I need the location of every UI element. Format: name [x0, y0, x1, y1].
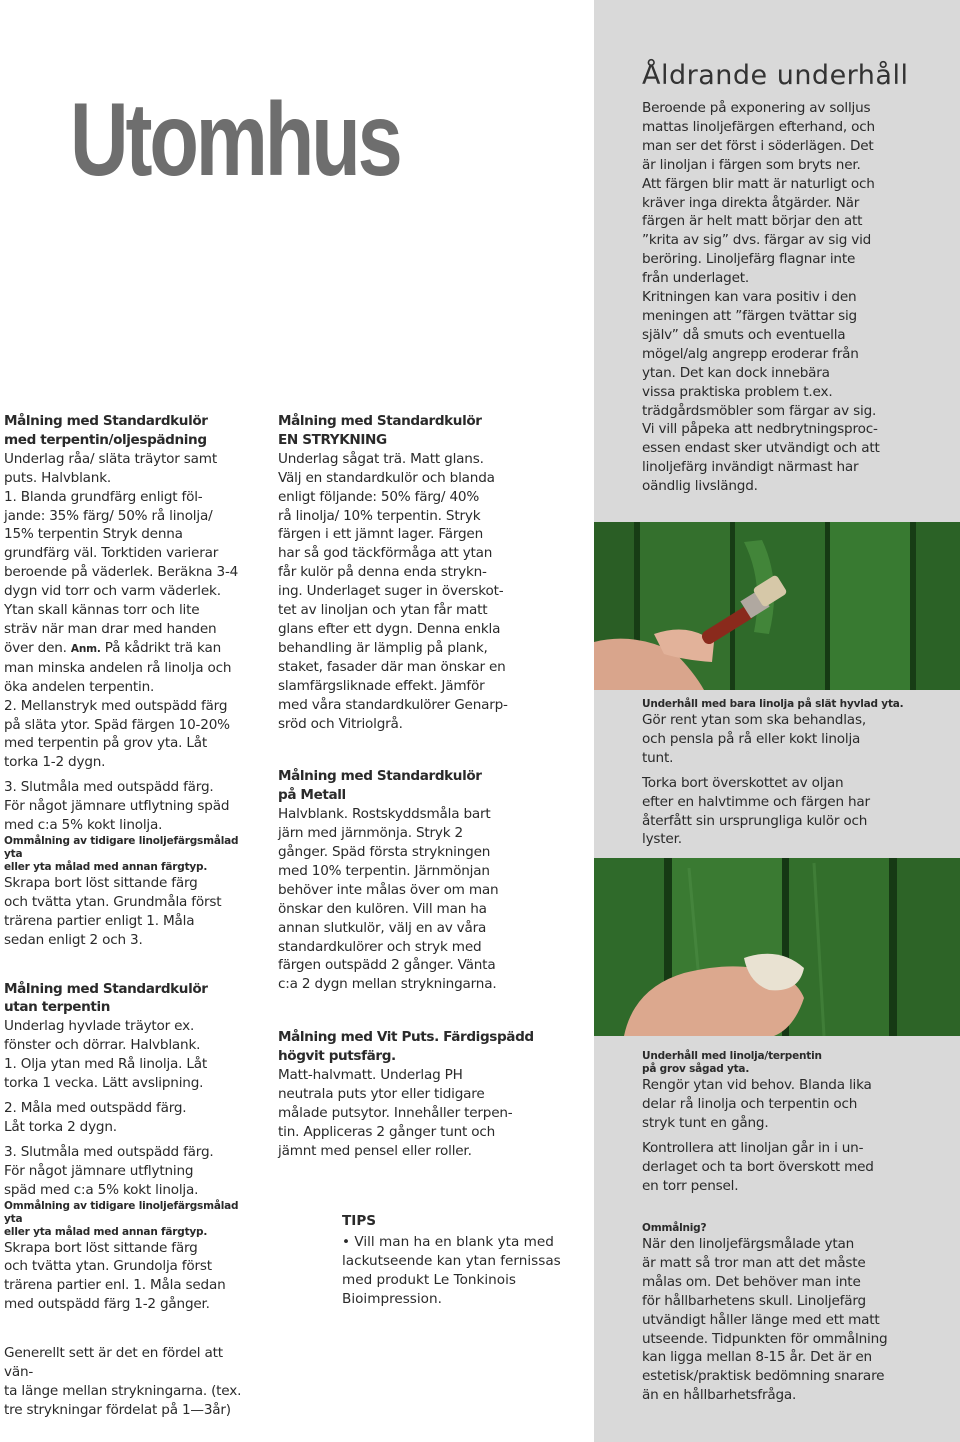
tips-box: TIPS • Vill man ha en blank yta med lackutseende kan ytan fernissas med produkt Le Tonkinois Bioimpression.: [342, 1212, 582, 1309]
tips-heading: TIPS: [342, 1213, 377, 1229]
text-block: Underlag sågat trä. Matt glans. Välj en standardkulör och blanda enligt följande: 50% färg/ 40% rå linolja/ 10% terpentin. Stryk färgen i ett jämnt lager. Färgen har så god täckförmåga att ytan får kulör på denna enda strykn- ing. Underlaget suger in överskot- tet av linoljan och ytan får matt glans efter ett dygn. Denna enkla behandling är lämplig på plank, staket, fasader där man önskar en slamfärgsliknade effekt. Jämför med våra standardkulörer Genarp- sröd och Vitriolgrå.: [278, 450, 508, 732]
caption-3: Ommålnig? När den linoljefärgsmålade ytan är matt så tror man att det måste målas om. Det behöver man inte för hållbarhetens skull. Linoljefärg utvändigt håller länge med ett matt utseende. Tidpunkten för ommålning kan ligga mellan 8-15 år. Det är en estetisk/praktisk bedömning snarare än en hållbarhetsfråga.: [642, 1222, 952, 1405]
caption-1: Underhåll med bara linolja på slät hyvlad yta. Gör rent ytan som ska behandlas, och pensla på rå eller kokt linolja tunt. Torka bort överskottet av oljan efter en halvtimme och färgen har återfått sin ursprungliga kulör och lyster.: [642, 698, 952, 849]
text-block: Underlag råa/ släta träytor samt puts. Halvblank. 1. Blanda grundfärg enligt föl- jande: 35% färg/ 50% rå linolja/ 15% terpentin Stryk denna grundfärg väl. Torktiden varierar beroende på väderlek. Beräkna 3-4 dygn vid torr och varm väderlek. Ytan skall kännas torr och lite sträv när man drar med handen över den. Anm. På kådrikt trä kan man minska andelen rå linolja och öka andelen terpentin. 2. Mellanstryk med outspädd färg på släta ytor. Späd färgen 10-20% med terpentin på grov yta. Låt torka 1-2 dygn. 3. Slutmåla med outspädd färg. För något jämnare utflytning späd med c:a 5% kokt linolja. Ommålning av tidigare linoljefärgsmålad yta eller yta målad med annan färgtyp. Skrapa bort löst sittande färg och tvätta ytan. Grundmåla först trärena partier enligt 1. Måla sedan enligt 2 och 3.: [4, 450, 254, 950]
section-heading: EN STRYKNING: [278, 431, 387, 448]
caption-heading: Underhåll med bara linolja på slät hyvlad yta.: [642, 698, 904, 710]
column-2: [278, 412, 578, 1161]
sidebar-intro: Beroende på exponering av solljus mattas linoljefärgen efterhand, och man ser det först i söderlägen. Det är linoljan i färgen som bryts ner. Att färgen blir matt är naturligt och kräver inga direkta åtgärder. När färgen är helt matt börjar den att ”krita av sig” dvs. färgar av sig vid beröring. Linoljefärg flagnar inte från underlaget. Kritningen kan vara positiv i den meningen att ”färgen tvättar sig själv” då smuts och eventuella mögel/alg angrepp eroderar från ytan. Det kan dock innebära vissa praktiska problem t.ex. trädgårdsmöbler som färgar av sig. Vi vill påpeka att nedbrytningsproc- essen endast sker utvändigt och att linoljefärg invändigt närmast har oändlig livslängd.: [642, 100, 880, 495]
section-heading: Målning med Standardkulör: [278, 768, 482, 785]
section-heading: på Metall: [278, 787, 346, 804]
anm-label: Anm.: [70, 642, 101, 655]
small-heading: eller yta målad med annan färgtyp.: [4, 860, 208, 873]
text-block: Halvblank. Rostskyddsmåla bart järn med järnmönja. Stryk 2 gånger. Späd första strykningen med 10% terpentin. Järnmönjan behöver inte målas över om man önskar den kulören. Vill man ha annan slutkulör, välj en av våra standardkulörer och stryk med färgen outspädd 2 gånger. Vänta c:a 2 dygn mellan strykningarna.: [278, 806, 499, 993]
section-heading: Målning med Standardkulör: [278, 413, 482, 429]
footer-note: Generellt sett är det en fördel att vän- ta länge mellan strykningarna. (tex. tre strykningar fördelat på 1—3år): [4, 1345, 242, 1418]
photo-cloth-wiping: [594, 858, 960, 1036]
photo-brush-painting: [594, 522, 960, 690]
caption-heading: Underhåll med linolja/terpentin: [642, 1050, 822, 1062]
page-title: Utomhus: [70, 82, 400, 198]
sidebar-heading: Åldrande underhåll: [642, 60, 909, 91]
section-heading: Målning med Standardkulör: [4, 413, 208, 429]
small-heading: Ommålning av tidigare linoljefärgsmålad yta: [4, 834, 239, 860]
section-heading: Målning med Vit Puts. Färdigspädd: [278, 1029, 534, 1046]
caption-heading: Ommålnig?: [642, 1222, 707, 1234]
column-1: [4, 412, 254, 1420]
section-heading: högvit putsfärg.: [278, 1048, 396, 1065]
text-block: Underlag hyvlade träytor ex. fönster och dörrar. Halvblank. 1. Olja ytan med Rå linolja. Låt torka 1 vecka. Lätt avslipning. 2. Måla med outspädd färg. Låt torka 2 dygn. 3. Slutmåla med outspädd färg. För något jämnare utflytning späd med c:a 5% kokt linolja. Ommålning av tidigare linoljefärgsmålad yta eller yta målad med annan färgtyp. Skrapa bort löst sittande färg och tvätta ytan. Grundolja först trärena partier enl. 1. Måla sedan med outspädd färg 1-2 gånger.: [4, 1017, 254, 1314]
section-heading: utan terpentin: [4, 999, 111, 1016]
section-heading: Målning med Standardkulör: [4, 980, 208, 997]
caption-2: Underhåll med linolja/terpentin på grov sågad yta. Rengör ytan vid behov. Blanda lika delar rå linolja och terpentin och stryk tunt en gång. Kontrollera att linoljan går in i un- derlaget och ta bort överskott med en torr pensel.: [642, 1050, 952, 1195]
section-heading: med terpentin/oljespädning: [4, 431, 207, 448]
text-block: Matt-halvmatt. Underlag PH neutrala puts ytor eller tidigare målade putsytor. Innehåller terpen- tin. Appliceras 2 gånger tunt och jämnt med pensel eller roller.: [278, 1067, 513, 1159]
caption-heading: på grov sågad yta.: [642, 1063, 750, 1075]
small-heading: Ommålning av tidigare linoljefärgsmålad yta: [4, 1199, 239, 1225]
small-heading: eller yta målad med annan färgtyp.: [4, 1225, 208, 1238]
